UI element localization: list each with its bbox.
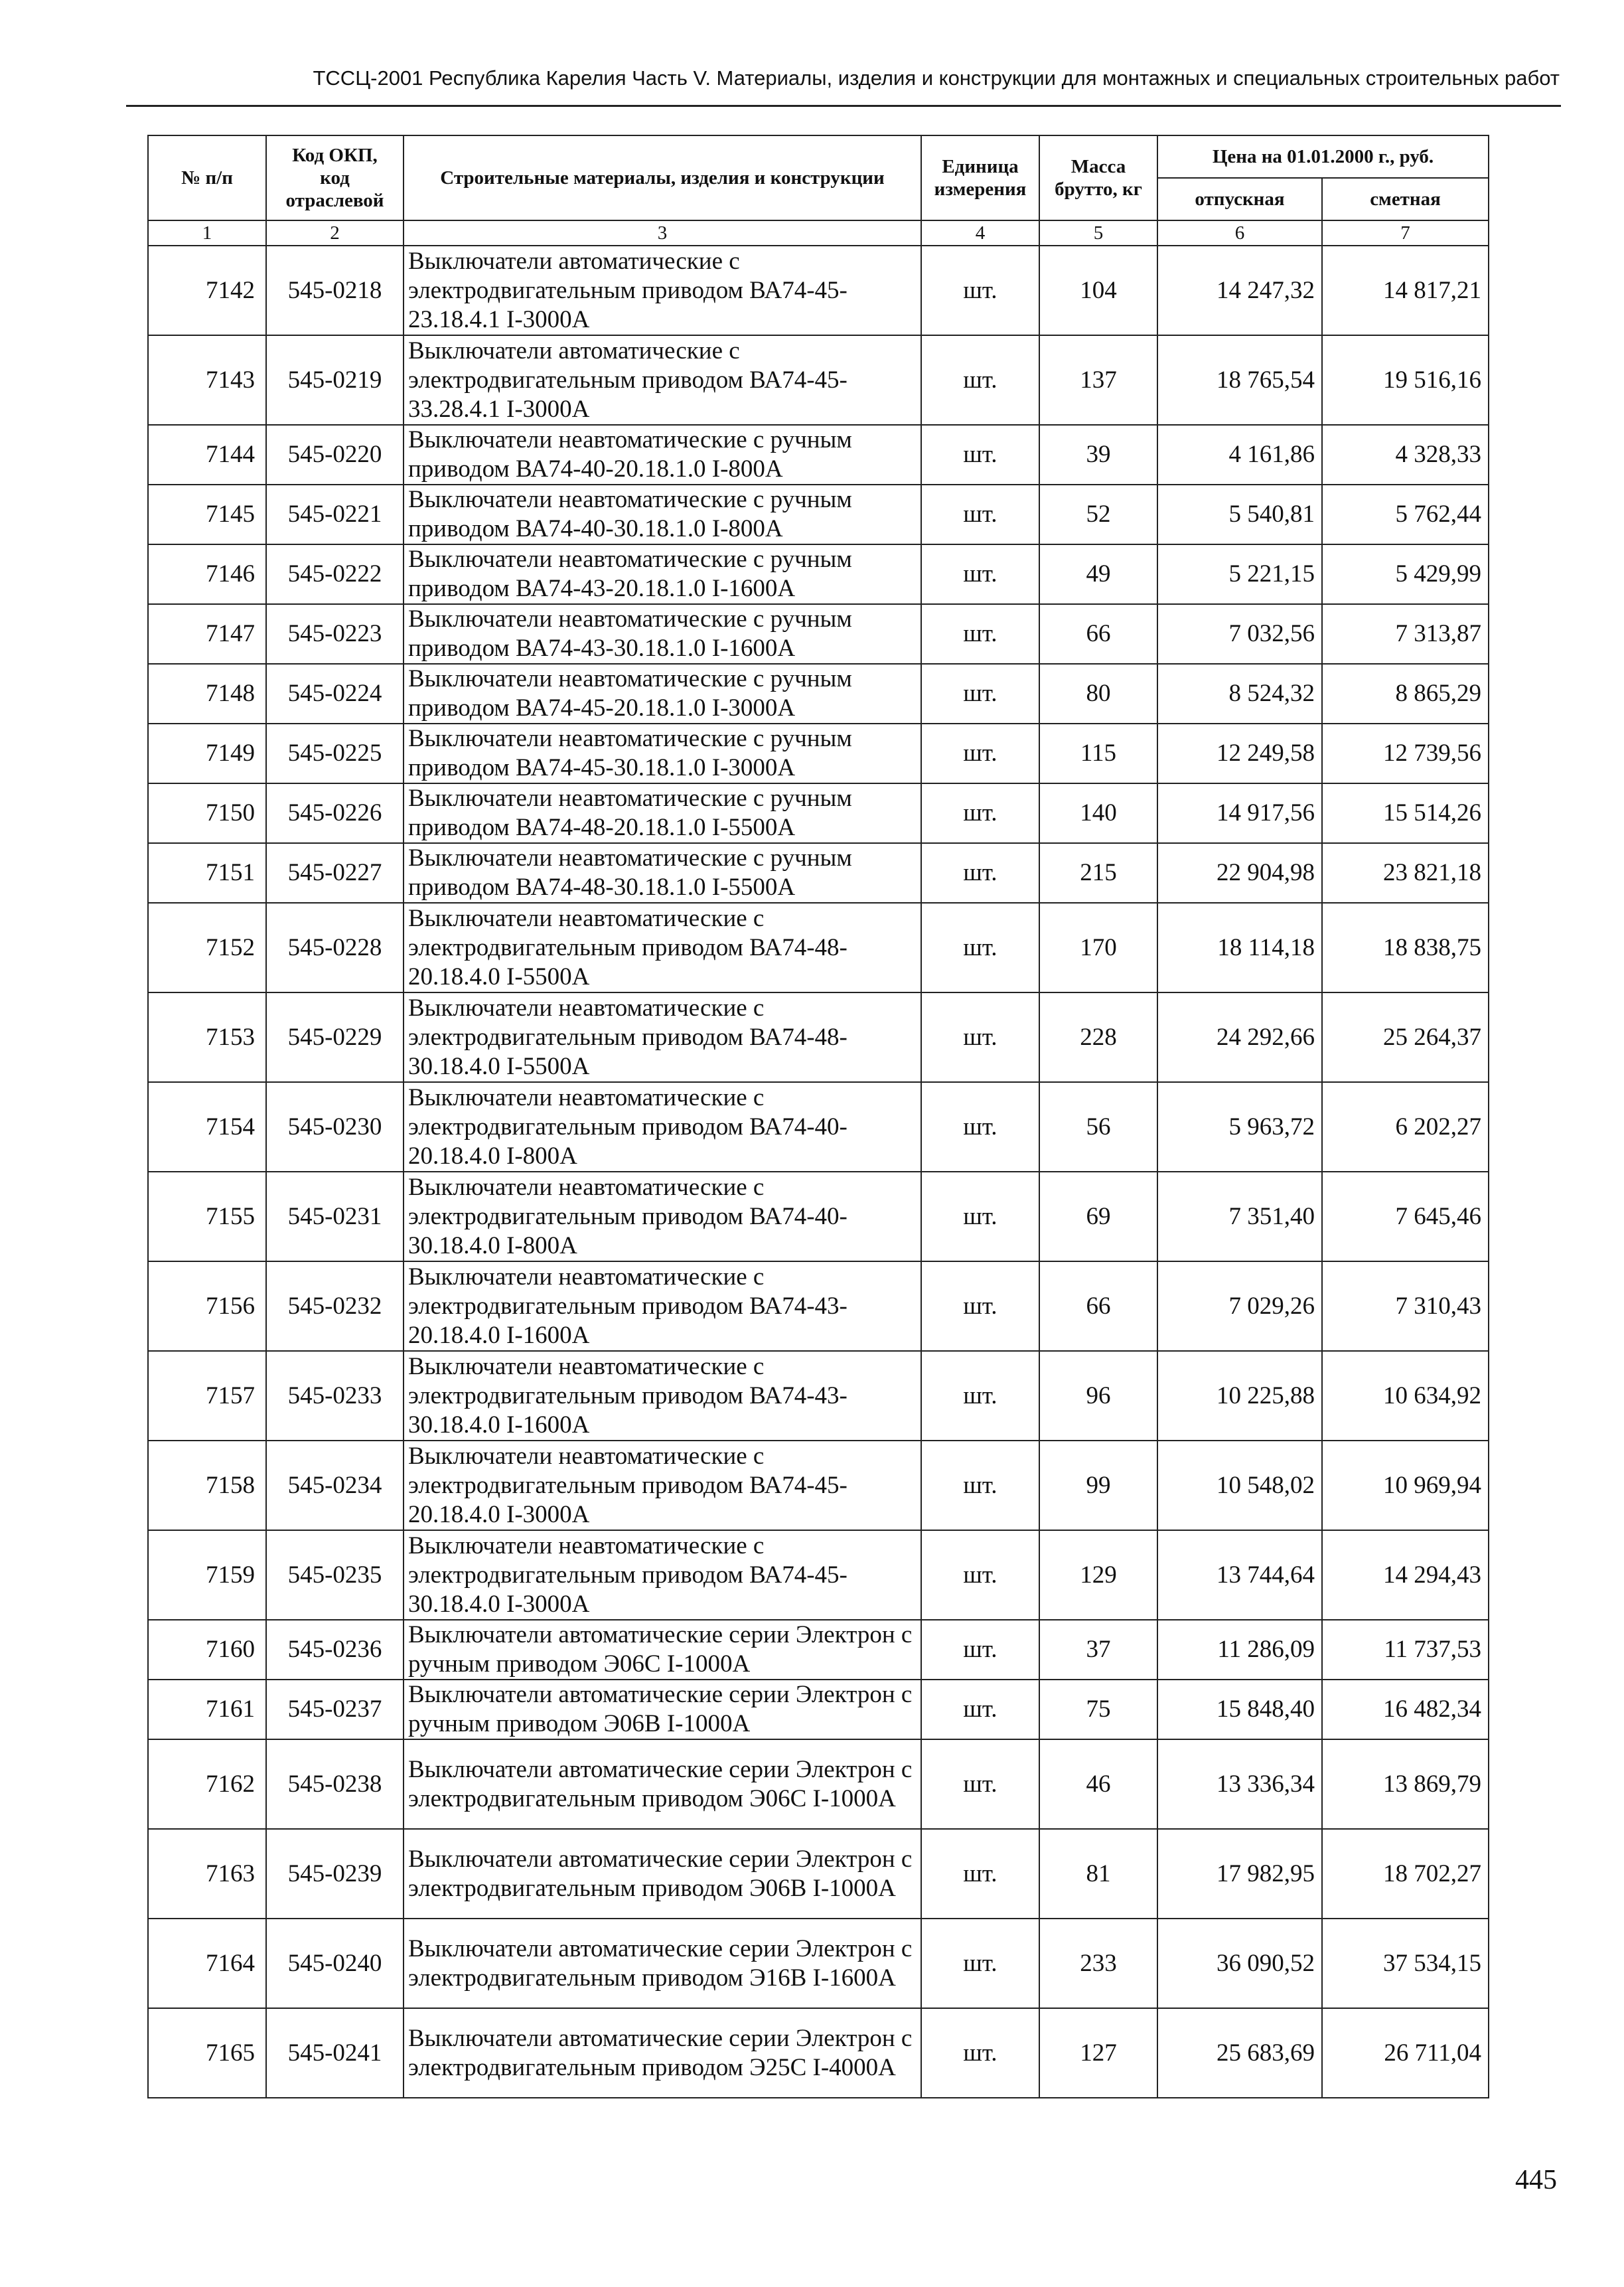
mass-gross: 52: [1039, 485, 1157, 544]
material-name: Выключатели неавтоматические с электродвигательным приводом ВА74-40-30.18.4.0 I-800А: [404, 1172, 921, 1261]
row-number: 7162: [148, 1739, 266, 1829]
price-release: 18 765,54: [1157, 335, 1322, 425]
table-row: [148, 1829, 1489, 1919]
unit: шт.: [921, 724, 1039, 783]
mass-gross: 37: [1039, 1620, 1157, 1680]
unit: шт.: [921, 1739, 1039, 1829]
row-number: 7142: [148, 246, 266, 335]
row-number: 7143: [148, 335, 266, 425]
row-number: 7151: [148, 843, 266, 903]
table-row: [148, 544, 1489, 604]
mass-gross: 115: [1039, 724, 1157, 783]
price-release: 7 032,56: [1157, 604, 1322, 664]
material-name: Выключатели неавтоматические с электродвигательным приводом ВА74-48-20.18.4.0 I-5500А: [404, 903, 921, 992]
column-header-price-estimate: сметная: [1322, 178, 1489, 220]
price-estimate: 14 294,43: [1322, 1530, 1489, 1620]
page-number: 445: [1515, 2165, 1557, 2195]
unit: шт.: [921, 1530, 1039, 1620]
price-estimate: 7 645,46: [1322, 1172, 1489, 1261]
column-header-okp-sub: код отраслевой: [285, 167, 384, 211]
unit: шт.: [921, 485, 1039, 544]
price-release: 10 548,02: [1157, 1441, 1322, 1530]
row-number: 7155: [148, 1172, 266, 1261]
column-numbers-row: [148, 220, 1489, 246]
mass-gross: 137: [1039, 335, 1157, 425]
material-name: Выключатели неавтоматические с электродвигательным приводом ВА74-45-20.18.4.0 I-3000А: [404, 1441, 921, 1530]
price-estimate: 26 711,04: [1322, 2008, 1489, 2098]
material-name: Выключатели неавтоматические с ручным приводом ВА74-45-30.18.1.0 I-3000А: [404, 724, 921, 783]
table-header-row: [148, 135, 1489, 178]
unit: шт.: [921, 1680, 1039, 1739]
table-row: [148, 604, 1489, 664]
row-number: 7164: [148, 1919, 266, 2008]
row-number: 7154: [148, 1082, 266, 1172]
column-number: 7: [1322, 220, 1489, 246]
unit: шт.: [921, 903, 1039, 992]
row-number: 7149: [148, 724, 266, 783]
row-number: 7148: [148, 664, 266, 724]
material-name: Выключатели неавтоматические с электродвигательным приводом ВА74-40-20.18.4.0 I-800А: [404, 1082, 921, 1172]
okp-code: 545-0240: [266, 1919, 404, 2008]
mass-gross: 39: [1039, 425, 1157, 485]
material-name: Выключатели автоматические с электродвигательным приводом ВА74-45-23.18.4.1 I-3000А: [404, 246, 921, 335]
price-release: 12 249,58: [1157, 724, 1322, 783]
row-number: 7161: [148, 1680, 266, 1739]
column-number: 5: [1039, 220, 1157, 246]
unit: шт.: [921, 246, 1039, 335]
price-estimate: 37 534,15: [1322, 1919, 1489, 2008]
running-header: ТССЦ-2001 Республика Карелия Часть V. Материалы, изделия и конструкции для монтажных и специальных строительных работ: [313, 66, 1560, 90]
table-row: [148, 425, 1489, 485]
okp-code: 545-0226: [266, 783, 404, 843]
row-number: 7165: [148, 2008, 266, 2098]
okp-code: 545-0224: [266, 664, 404, 724]
table-row: [148, 843, 1489, 903]
unit: шт.: [921, 1919, 1039, 2008]
mass-gross: 233: [1039, 1919, 1157, 2008]
mass-gross: 75: [1039, 1680, 1157, 1739]
mass-gross: 66: [1039, 1261, 1157, 1351]
okp-code: 545-0231: [266, 1172, 404, 1261]
unit: шт.: [921, 544, 1039, 604]
unit: шт.: [921, 843, 1039, 903]
unit: шт.: [921, 1351, 1039, 1441]
table-row: [148, 1620, 1489, 1680]
material-name: Выключатели автоматические серии Электрон с электродвигательным приводом Э16В I-1600А: [404, 1919, 921, 2008]
column-number: 1: [148, 220, 266, 246]
column-number: 2: [266, 220, 404, 246]
mass-gross: 49: [1039, 544, 1157, 604]
okp-code: 545-0236: [266, 1620, 404, 1680]
price-estimate: 13 869,79: [1322, 1739, 1489, 1829]
price-estimate: 16 482,34: [1322, 1680, 1489, 1739]
table-row: [148, 1739, 1489, 1829]
row-number: 7146: [148, 544, 266, 604]
column-number: 3: [404, 220, 921, 246]
material-name: Выключатели неавтоматические с ручным приводом ВА74-43-30.18.1.0 I-1600А: [404, 604, 921, 664]
mass-gross: 96: [1039, 1351, 1157, 1441]
material-name: Выключатели автоматические с электродвигательным приводом ВА74-45-33.28.4.1 I-3000А: [404, 335, 921, 425]
okp-code: 545-0227: [266, 843, 404, 903]
material-name: Выключатели автоматические серии Электрон с ручным приводом Э06В I-1000А: [404, 1680, 921, 1739]
okp-code: 545-0241: [266, 2008, 404, 2098]
okp-code: 545-0233: [266, 1351, 404, 1441]
table-row: [148, 1919, 1489, 2008]
material-name: Выключатели неавтоматические с электродвигательным приводом ВА74-45-30.18.4.0 I-3000А: [404, 1530, 921, 1620]
mass-gross: 104: [1039, 246, 1157, 335]
column-number: 4: [921, 220, 1039, 246]
price-estimate: 6 202,27: [1322, 1082, 1489, 1172]
material-name: Выключатели неавтоматические с электродвигательным приводом ВА74-43-20.18.4.0 I-1600А: [404, 1261, 921, 1351]
row-number: 7147: [148, 604, 266, 664]
price-estimate: 14 817,21: [1322, 246, 1489, 335]
material-name: Выключатели неавтоматические с электродвигательным приводом ВА74-43-30.18.4.0 I-1600А: [404, 1351, 921, 1441]
price-estimate: 7 310,43: [1322, 1261, 1489, 1351]
row-number: 7157: [148, 1351, 266, 1441]
price-release: 24 292,66: [1157, 992, 1322, 1082]
price-release: 7 029,26: [1157, 1261, 1322, 1351]
unit: шт.: [921, 664, 1039, 724]
price-release: 4 161,86: [1157, 425, 1322, 485]
unit: шт.: [921, 1829, 1039, 1919]
material-name: Выключатели неавтоматические с ручным приводом ВА74-40-30.18.1.0 I-800А: [404, 485, 921, 544]
material-name: Выключатели автоматические серии Электрон с электродвигательным приводом Э06С I-1000А: [404, 1739, 921, 1829]
row-number: 7150: [148, 783, 266, 843]
table-row: [148, 1530, 1489, 1620]
material-name: Выключатели неавтоматические с ручным приводом ВА74-43-20.18.1.0 I-1600А: [404, 544, 921, 604]
okp-code: 545-0237: [266, 1680, 404, 1739]
price-release: 5 963,72: [1157, 1082, 1322, 1172]
price-release: 5 221,15: [1157, 544, 1322, 604]
row-number: 7159: [148, 1530, 266, 1620]
price-estimate: 10 634,92: [1322, 1351, 1489, 1441]
row-number: 7152: [148, 903, 266, 992]
okp-code: 545-0225: [266, 724, 404, 783]
column-header-price-release: отпускная: [1157, 178, 1322, 220]
mass-gross: 129: [1039, 1530, 1157, 1620]
column-header-unit: Единица измерения: [921, 135, 1039, 220]
table-row: [148, 724, 1489, 783]
column-number: 6: [1157, 220, 1322, 246]
column-header-okp-title: Код ОКП,: [292, 145, 378, 166]
mass-gross: 46: [1039, 1739, 1157, 1829]
table-row: [148, 2008, 1489, 2098]
price-release: 8 524,32: [1157, 664, 1322, 724]
table-row: [148, 1082, 1489, 1172]
okp-code: 545-0232: [266, 1261, 404, 1351]
price-estimate: 23 821,18: [1322, 843, 1489, 903]
price-release: 13 744,64: [1157, 1530, 1322, 1620]
mass-gross: 170: [1039, 903, 1157, 992]
unit: шт.: [921, 425, 1039, 485]
unit: шт.: [921, 1261, 1039, 1351]
column-header-okp: [266, 135, 404, 220]
table-row: [148, 485, 1489, 544]
material-name: Выключатели автоматические серии Электрон с ручным приводом Э06С I-1000А: [404, 1620, 921, 1680]
row-number: 7160: [148, 1620, 266, 1680]
price-estimate: 8 865,29: [1322, 664, 1489, 724]
table-row: [148, 1261, 1489, 1351]
table-row: [148, 992, 1489, 1082]
price-estimate: 18 838,75: [1322, 903, 1489, 992]
price-estimate: 19 516,16: [1322, 335, 1489, 425]
unit: шт.: [921, 1172, 1039, 1261]
table-row: [148, 246, 1489, 335]
material-name: Выключатели неавтоматические с электродвигательным приводом ВА74-48-30.18.4.0 I-5500А: [404, 992, 921, 1082]
price-estimate: 5 429,99: [1322, 544, 1489, 604]
okp-code: 545-0220: [266, 425, 404, 485]
price-estimate: 11 737,53: [1322, 1620, 1489, 1680]
price-estimate: 10 969,94: [1322, 1441, 1489, 1530]
table-body: [148, 246, 1489, 2098]
material-name: Выключатели неавтоматические с ручным приводом ВА74-48-20.18.1.0 I-5500А: [404, 783, 921, 843]
mass-gross: 99: [1039, 1441, 1157, 1530]
price-release: 15 848,40: [1157, 1680, 1322, 1739]
price-release: 22 904,98: [1157, 843, 1322, 903]
unit: шт.: [921, 1082, 1039, 1172]
unit: шт.: [921, 783, 1039, 843]
material-name: Выключатели неавтоматические с ручным приводом ВА74-40-20.18.1.0 I-800А: [404, 425, 921, 485]
mass-gross: 228: [1039, 992, 1157, 1082]
mass-gross: 140: [1039, 783, 1157, 843]
okp-code: 545-0230: [266, 1082, 404, 1172]
unit: шт.: [921, 604, 1039, 664]
price-estimate: 18 702,27: [1322, 1829, 1489, 1919]
table-row: [148, 783, 1489, 843]
row-number: 7144: [148, 425, 266, 485]
unit: шт.: [921, 992, 1039, 1082]
mass-gross: 127: [1039, 2008, 1157, 2098]
price-release: 14 247,32: [1157, 246, 1322, 335]
okp-code: 545-0228: [266, 903, 404, 992]
column-header-name: Строительные материалы, изделия и конструкции: [404, 135, 921, 220]
header-rule: [126, 105, 1561, 107]
column-header-mass: Масса брутто, кг: [1039, 135, 1157, 220]
unit: шт.: [921, 1441, 1039, 1530]
material-name: Выключатели неавтоматические с ручным приводом ВА74-48-30.18.1.0 I-5500А: [404, 843, 921, 903]
price-estimate: 7 313,87: [1322, 604, 1489, 664]
mass-gross: 215: [1039, 843, 1157, 903]
okp-code: 545-0222: [266, 544, 404, 604]
unit: шт.: [921, 335, 1039, 425]
price-release: 11 286,09: [1157, 1620, 1322, 1680]
price-release: 36 090,52: [1157, 1919, 1322, 2008]
material-name: Выключатели автоматические серии Электрон с электродвигательным приводом Э25С I-4000А: [404, 2008, 921, 2098]
price-estimate: 25 264,37: [1322, 992, 1489, 1082]
unit: шт.: [921, 2008, 1039, 2098]
price-estimate: 5 762,44: [1322, 485, 1489, 544]
table-row: [148, 664, 1489, 724]
okp-code: 545-0221: [266, 485, 404, 544]
price-release: 7 351,40: [1157, 1172, 1322, 1261]
price-estimate: 4 328,33: [1322, 425, 1489, 485]
okp-code: 545-0239: [266, 1829, 404, 1919]
okp-code: 545-0223: [266, 604, 404, 664]
table-row: [148, 1441, 1489, 1530]
row-number: 7156: [148, 1261, 266, 1351]
okp-code: 545-0229: [266, 992, 404, 1082]
mass-gross: 80: [1039, 664, 1157, 724]
price-table: [147, 135, 1489, 2098]
row-number: 7153: [148, 992, 266, 1082]
price-release: 14 917,56: [1157, 783, 1322, 843]
price-estimate: 15 514,26: [1322, 783, 1489, 843]
table-row: [148, 335, 1489, 425]
row-number: 7158: [148, 1441, 266, 1530]
material-name: Выключатели неавтоматические с ручным приводом ВА74-45-20.18.1.0 I-3000А: [404, 664, 921, 724]
price-estimate: 12 739,56: [1322, 724, 1489, 783]
okp-code: 545-0238: [266, 1739, 404, 1829]
mass-gross: 56: [1039, 1082, 1157, 1172]
okp-code: 545-0234: [266, 1441, 404, 1530]
price-release: 13 336,34: [1157, 1739, 1322, 1829]
row-number: 7163: [148, 1829, 266, 1919]
column-header-price-group: Цена на 01.01.2000 г., руб.: [1157, 135, 1489, 178]
price-release: 25 683,69: [1157, 2008, 1322, 2098]
mass-gross: 69: [1039, 1172, 1157, 1261]
table-row: [148, 1351, 1489, 1441]
material-name: Выключатели автоматические серии Электрон с электродвигательным приводом Э06В I-1000А: [404, 1829, 921, 1919]
row-number: 7145: [148, 485, 266, 544]
mass-gross: 81: [1039, 1829, 1157, 1919]
table-row: [148, 1172, 1489, 1261]
okp-code: 545-0219: [266, 335, 404, 425]
price-release: 5 540,81: [1157, 485, 1322, 544]
price-release: 17 982,95: [1157, 1829, 1322, 1919]
price-release: 18 114,18: [1157, 903, 1322, 992]
table-row: [148, 1680, 1489, 1739]
column-header-num: № п/п: [148, 135, 266, 220]
okp-code: 545-0218: [266, 246, 404, 335]
price-release: 10 225,88: [1157, 1351, 1322, 1441]
unit: шт.: [921, 1620, 1039, 1680]
okp-code: 545-0235: [266, 1530, 404, 1620]
table-row: [148, 903, 1489, 992]
mass-gross: 66: [1039, 604, 1157, 664]
